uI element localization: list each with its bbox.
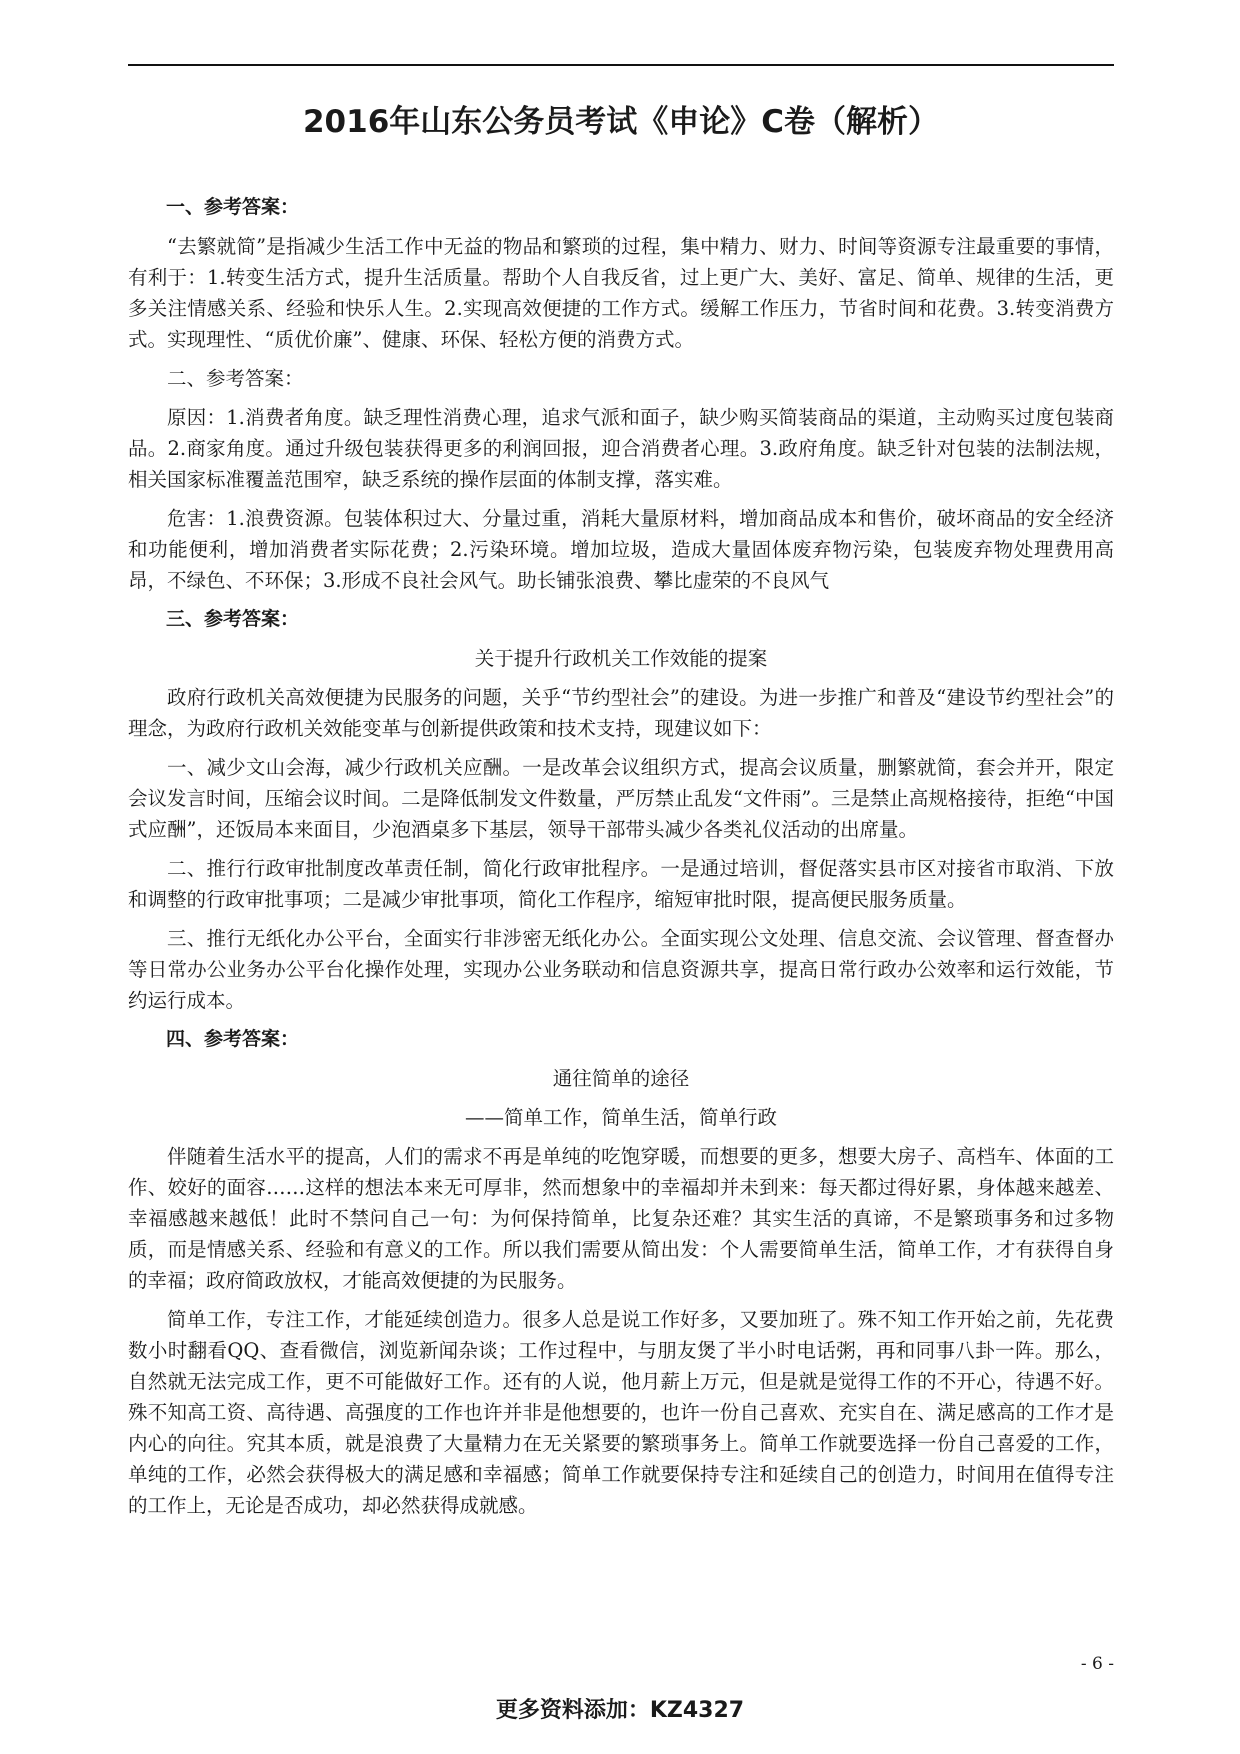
paragraph: 一、减少文山会海，减少行政机关应酬。一是改革会议组织方式，提高会议质量，删繁就简，套会并开，限定会议发言时间，压缩会议时间。二是降低制发文件数量，严厉禁止乱发“文件雨”。三是禁止高规格接待，拒绝“中国式应酬”，还饭局本来面目，少泡酒桌多下基层，领导干部带头减少各类礼仪活动的出席量。 — [128, 756, 1114, 841]
paragraph: 伴随着生活水平的提高，人们的需求不再是单纯的吃饱穿暖，而想要的更多，想要大房子、高档车、体面的工作、姣好的面容……这样的想法本来无可厚非，然而想象中的幸福却并未到来：每天都过得好累，身体越来越差、幸福感越来越低！此时不禁问自己一句：为何保持简单，比复杂还难？其实生活的真谛，不是繁琐事务和过多物质，而是情感关系、经验和有意义的工作。所以我们需要从简出发：个人需要简单生活，简单工作，才有获得自身的幸福；政府简政放权，才能高效便捷的为民服务。 — [128, 1145, 1114, 1292]
section-heading: 三、参考答案： — [166, 608, 300, 630]
paragraph: 简单工作，专注工作，才能延续创造力。很多人总是说工作好多，又要加班了。殊不知工作开始之前，先花费数小时翻看QQ、查看微信，浏览新闻杂谈；工作过程中，与朋友煲了半小时电话粥，再和同事八卦一阵。那么，自然就无法完成工作，更不可能做好工作。还有的人说，他月薪上万元，但是就是觉得工作的不开心，待遇不好。殊不知高工资、高待遇、高强度的工作也许并非是他想要的，也许一份自己喜欢、充实自在、满足感高的工作才是内心的向往。究其本质，就是浪费了大量精力在无关紧要的繁琐事务上。简单工作就要选择一份自己喜爱的工作，单纯的工作，必然会获得极大的满足感和幸福感；简单工作就要保持专注和延续自己的创造力，时间用在值得专注的工作上，无论是否成功，却必然获得成就感。 — [128, 1308, 1114, 1517]
essay-title: 通往简单的途径 — [552, 1067, 690, 1090]
essay-title: 关于提升行政机关工作效能的提案 — [474, 647, 768, 670]
paragraph: “去繁就简”是指减少生活工作中无益的物品和繁琐的过程，集中精力、财力、时间等资源专注最重要的事情，有利于：1.转变生活方式，提升生活质量。帮助个人自我反省，过上更广大、美好、富足、简单、规律的生活，更多关注情感关系、经验和快乐人生。2.实现高效便捷的工作方式。缓解工作压力，节省时间和花费。3.转变消费方式。实现理性、“质优价廉”、健康、环保、轻松方便的消费方式。 — [128, 235, 1114, 351]
paragraph: 原因：1.消费者角度。缺乏理性消费心理，追求气派和面子，缺少购买简装商品的渠道，主动购买过度包装商品。2.商家角度。通过升级包装获得更多的利润回报，迎合消费者心理。3.政府角度。缺乏针对包装的法制法规，相关国家标准覆盖范围窄，缺乏系统的操作层面的体制支撑，落实难。 — [128, 406, 1114, 491]
section-heading: 一、参考答案： — [166, 196, 300, 218]
footer-note: 更多资料添加：KZ4327 — [495, 1698, 745, 1723]
paragraph: 二、推行行政审批制度改革责任制，简化行政审批程序。一是通过培训，督促落实县市区对接省市取消、下放和调整的行政审批事项；二是减少审批事项，简化工作程序，缩短审批时限，提高便民服务质量。 — [128, 857, 1114, 911]
document-title: 2016年山东公务员考试《申论》C卷（解析） — [302, 104, 940, 140]
essay-subtitle: ——简单工作，简单生活，简单行政 — [464, 1106, 777, 1129]
paragraph: 三、推行无纸化办公平台，全面实行非涉密无纸化办公。全面实现公文处理、信息交流、会议管理、督查督办等日常办公业务办公平台化操作处理，实现办公业务联动和信息资源共享，提高日常行政办公效率和运行效能，节约运行成本。 — [128, 927, 1114, 1012]
paragraph: 危害：1.浪费资源。包装体积过大、分量过重，消耗大量原材料，增加商品成本和售价，破坏商品的安全经济和功能便利，增加消费者实际花费；2.污染环境。增加垃圾，造成大量固体废弃物污染，包装废弃物处理费用高昂，不绿色、不环保；3.形成不良社会风气。助长铺张浪费、攀比虚荣的不良风气 — [128, 507, 1114, 592]
section-heading: 二、参考答案： — [167, 367, 304, 390]
paragraph: 政府行政机关高效便捷为民服务的问题，关乎“节约型社会”的建设。为进一步推广和普及“建设节约型社会”的理念，为政府行政机关效能变革与创新提供政策和技术支持，现建议如下： — [128, 686, 1114, 740]
document-body — [128, 192, 1114, 1529]
section-heading: 四、参考答案： — [166, 1028, 300, 1050]
top-rule — [128, 64, 1114, 66]
page-number: - 6 - — [1080, 1654, 1114, 1674]
